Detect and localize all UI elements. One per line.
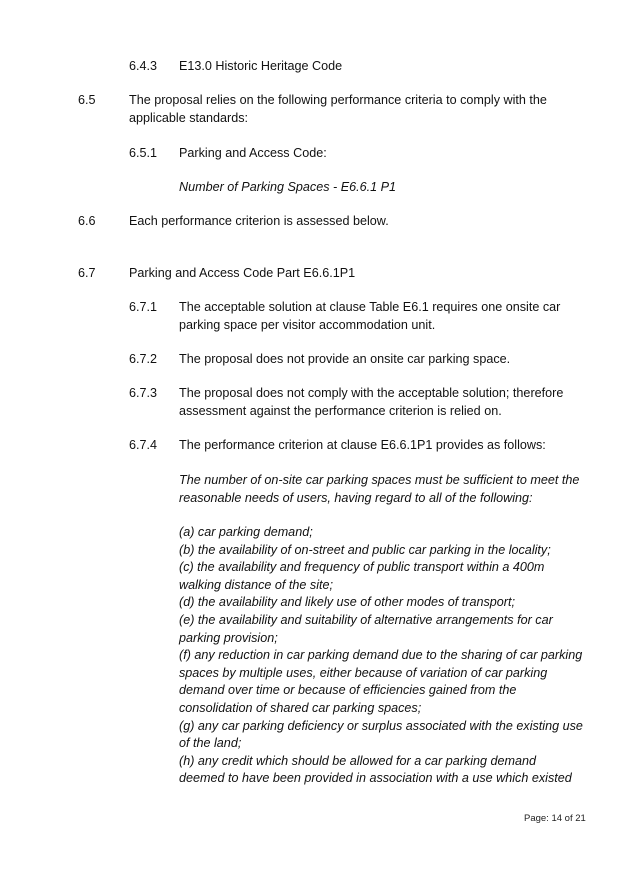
section-text-6-5-1: Parking and Access Code:	[179, 146, 327, 160]
criterion-line: (d) the availability and likely use of other modes of transport;	[179, 595, 516, 610]
section-number-6-7-4: 6.7.4	[129, 438, 158, 452]
section-text-6-5: The proposal relies on the following performance criteria to comply with the applicable standards:	[129, 93, 547, 125]
criterion-line: demand over time or because of efficiencies gained from the	[179, 683, 517, 698]
section-text-6-7-1: The acceptable solution at clause Table E6.1 requires one onsite car parking space per visitor accommodation unit.	[179, 300, 561, 332]
section-number-6-7-2: 6.7.2	[129, 352, 158, 366]
section-text-6-6: Each performance criterion is assessed below.	[129, 214, 389, 228]
section-subtext-6-5-1: Number of Parking Spaces - E6.6.1 P1	[179, 180, 397, 194]
section-number-6-7-3: 6.7.3	[129, 386, 158, 400]
criterion-line: (h) any credit which should be allowed for a car parking demand	[179, 753, 537, 768]
criterion-line: (g) any car parking deficiency or surplus associated with the existing use	[179, 718, 583, 733]
section-number-6-7-1: 6.7.1	[129, 300, 158, 314]
criterion-line: spaces by multiple uses, either because of variation of car parking	[179, 665, 548, 680]
section-number-6-5: 6.5	[78, 93, 96, 107]
criterion-line: (b) the availability of on-street and public car parking in the locality;	[179, 542, 551, 557]
criterion-line: (c) the availability and frequency of public transport within a 400m	[179, 560, 545, 575]
criterion-intro: The number of on-site car parking spaces must be sufficient to meet the reasonable needs of users, having regard to all of the following:	[179, 473, 580, 505]
criterion-line: (a) car parking demand;	[179, 525, 313, 539]
section-text-6-7-4: The performance criterion at clause E6.6.1P1 provides as follows:	[179, 438, 546, 452]
section-text-6-7-2: The proposal does not provide an onsite car parking space.	[179, 352, 511, 366]
section-text-6-7-3: The proposal does not comply with the acceptable solution; therefore assessment against the performance criterion is relied on.	[179, 386, 564, 418]
page-number: Page: 14 of 21	[524, 813, 586, 824]
section-number-6-4-3: 6.4.3	[129, 59, 158, 73]
criterion-line: (e) the availability and suitability of alternative arrangements for car	[179, 613, 553, 627]
criterion-line: (f) any reduction in car parking demand due to the sharing of car parking	[179, 648, 583, 663]
section-text-6-4-3: E13.0 Historic Heritage Code	[179, 59, 343, 73]
criterion-line: parking provision;	[179, 630, 278, 645]
section-number-6-5-1: 6.5.1	[129, 146, 158, 160]
section-number-6-7: 6.7	[78, 266, 96, 280]
criterion-line: consolidation of shared car parking spaces;	[179, 701, 422, 715]
criterion-line: walking distance of the site;	[179, 577, 334, 592]
section-text-6-7: Parking and Access Code Part E6.6.1P1	[129, 266, 356, 280]
criterion-line: deemed to have been provided in association with a use which existed	[179, 771, 572, 786]
section-number-6-6: 6.6	[78, 214, 96, 228]
criterion-line: of the land;	[179, 736, 242, 751]
